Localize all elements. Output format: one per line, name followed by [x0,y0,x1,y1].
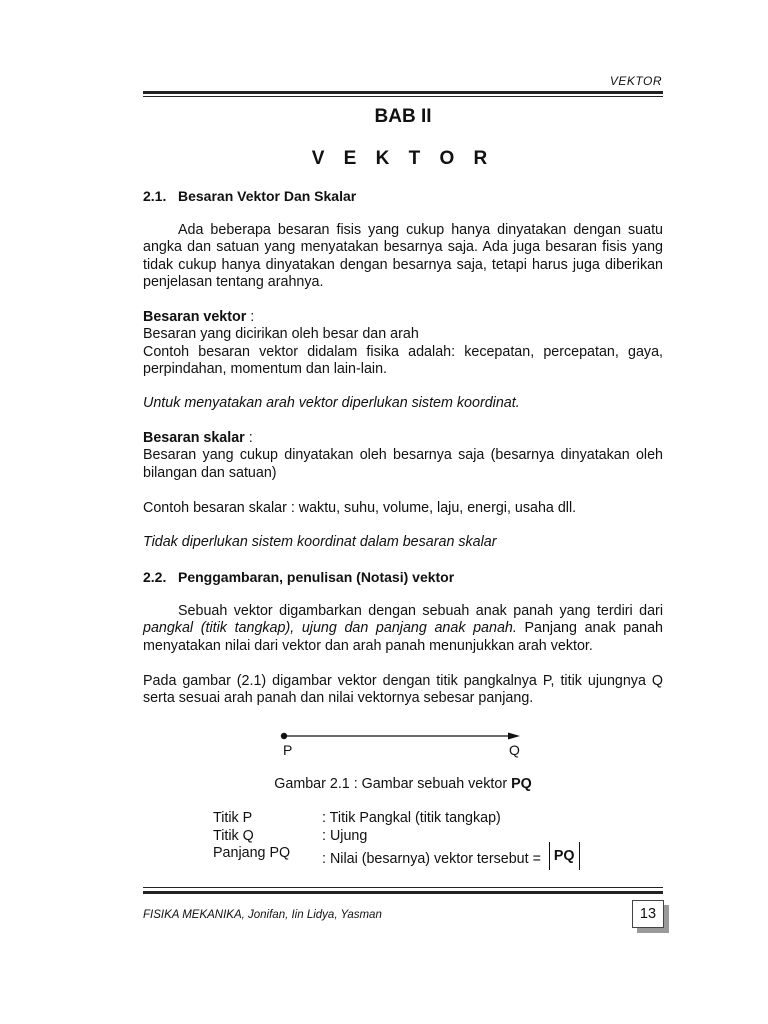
definition-desc: : Titik Pangkal (titik tangkap) [322,810,501,826]
section-number: 2.1. [143,188,167,204]
vector-definition-block [143,309,663,379]
definition-term: Titik P [213,810,253,826]
arrowhead-icon [508,733,520,740]
scalar-definition-block [143,430,663,482]
start-point-label: P [283,742,293,758]
figure-caption-text: Gambar 2.1 : Gambar sebuah vektor [274,776,512,792]
section-title: Penggambaran, penulisan (Notasi) vektor [178,569,455,585]
figure-caption [143,776,663,792]
footer-rule-thick [143,891,663,894]
section-title: Besaran Vektor Dan Skalar [178,188,357,204]
notation-italic-terms: pangkal (titik tangkap), ujung dan panjang anak panah. [143,620,517,637]
section-heading-2-2 [143,569,663,585]
vector-arrow-diagram [270,728,530,762]
definition-term: Panjang PQ [213,845,291,862]
vector-definition: Besaran yang dicirikan oleh besar dan arah [143,326,419,343]
magnitude-notation: PQ [549,842,580,870]
scalar-colon: : [244,430,253,446]
footer-citation: FISIKA MEKANIKA, Jonifan, Iin Lidya, Yasman [143,909,382,921]
vector-figure [270,728,530,762]
vector-label: Besaran vektor [143,309,247,325]
definition-term: Titik Q [213,827,254,844]
definition-desc-text: : Nilai (besarnya) vektor tersebut = [322,850,545,867]
definition-row [213,845,580,873]
vector-colon: : [246,309,255,325]
chapter-title: V E K T O R [311,148,495,169]
vector-note: Untuk menyatakan arah vektor diperlukan sistem koordinat. [143,395,520,411]
intro-paragraph: Ada beberapa besaran fisis yang cukup hanya dinyatakan dengan suatu angka dan satuan yang menyatakan besarnya saja. Ada juga besaran fisis yang tidak cukup hanya dinyatakan dengan besarnya saja, tetapi harus juga diberikan penjelasan tentang arahnya. [143,222,663,291]
chapter-number: BAB II [374,106,432,127]
figure-caption-vector: PQ [511,776,532,792]
scalar-examples: Contoh besaran skalar : waktu, suhu, volume, laju, energi, usaha dll. [143,500,577,516]
scalar-definition: Besaran yang cukup dinyatakan oleh besarnya saja (besarnya dinyatakan oleh bilangan dan satuan) [143,447,663,481]
definition-row [213,828,580,846]
definition-list [213,810,580,873]
section-number: 2.2. [143,569,167,585]
definition-row [213,810,580,828]
scalar-label: Besaran skalar [143,430,245,446]
footer-rule-thin [143,887,663,888]
definition-desc: : Ujung [322,827,368,844]
section-heading-2-1 [143,188,663,204]
notation-paragraph [143,603,663,655]
notation-text-start: Sebuah vektor digambarkan dengan sebuah anak panah yang terdiri dari [178,603,663,619]
running-header: VEKTOR [609,74,662,88]
definition-desc [322,845,580,873]
notation-text-end: Panjang anak panah menyatakan nilai dari vektor dan arah panah menunjukkan arah vektor. [143,620,663,654]
end-point-label: Q [509,742,520,758]
page-number: 13 [632,900,664,928]
scalar-note: Tidak diperlukan sistem koordinat dalam besaran skalar [143,534,497,550]
figure-description-paragraph: Pada gambar (2.1) digambar vektor dengan titik pangkalnya P, titik ujungnya Q serta sesuai arah panah dan nilai vektornya sebesar panjang. [143,673,663,707]
vector-examples: Contoh besaran vektor didalam fisika adalah: kecepatan, percepatan, gaya, perpindahan, momentum dan lain-lain. [143,343,663,378]
header-rule-thick [143,91,663,94]
header-rule-thin [143,96,663,97]
